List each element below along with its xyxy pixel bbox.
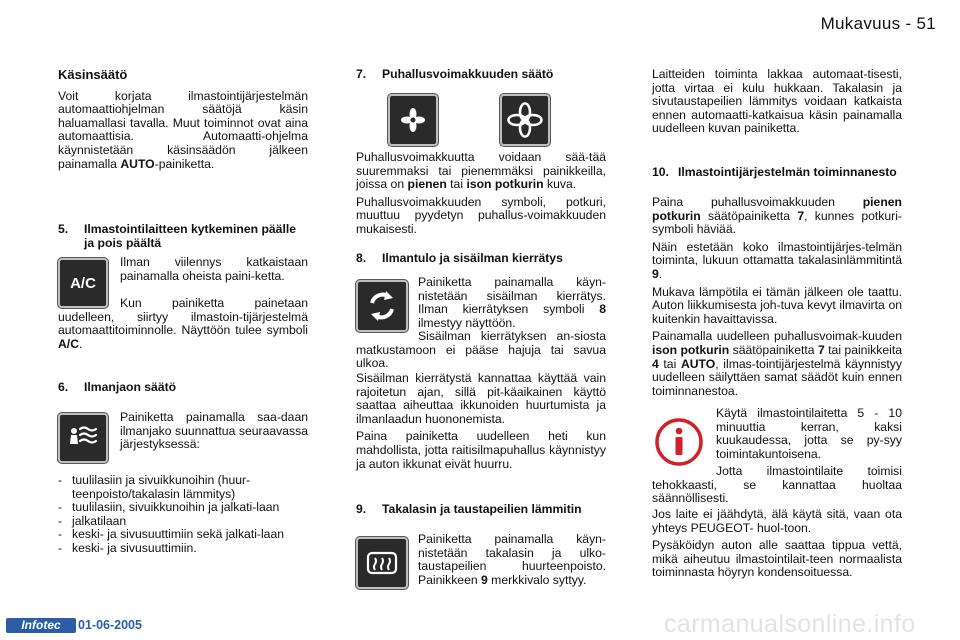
column-3-tail: Jos laite ei jäähdytä, älä käytä sitä, vaan ota yhteys PEUGEOT- huol-toon. Pysäköidyn auton alle saattaa tippua vettä, mikä aiheutuu ilmastointilait-teen normaalista toiminnasta höyryn kondensoituessa. — [652, 507, 902, 580]
recirculation-icon — [356, 280, 408, 332]
section-7 — [356, 68, 606, 82]
section-7-heading: 7. Puhallusvoimakkuuden säätö — [356, 67, 554, 81]
info-note: Käytä ilmastointilaitetta 5 - 10 minuuttia kerran, kaksi kuukaudessa, jotta se py-syy toimintakuntoisena. — [716, 406, 902, 461]
section-6 — [58, 381, 308, 395]
section-6-heading: 6. Ilmanjaon säätö — [58, 380, 177, 394]
list-item: - tuulilasiin, sivuikkunoihin ja jalkati-laan — [58, 500, 280, 515]
section-8-text: Painiketta painamalla käyn-nistetään sisäilman kierrätys. Ilman kierrätyksen symboli 8 ilmestyy näyttöön. — [418, 275, 606, 330]
column-1 — [58, 68, 308, 171]
section-8 — [356, 252, 606, 266]
list-item: - keski- ja sivusuuttimiin. — [58, 540, 197, 555]
section-title: Käsinsäätö — [58, 67, 128, 82]
page-header — [821, 14, 936, 34]
air-distribution-icon — [58, 413, 108, 463]
intro-paragraph: Voit korjata ilmastointijärjestelmän automaattiohjelman säätöjä käsin haluamallasi tavalla. Muut toiminnot ovat aina automaattisia. Automaatti-ohjelma käynnistetään käsinsäädön jälkeen painamalla AUTO-painiketta. — [58, 88, 308, 171]
section-9-heading: 9. Takalasin ja taustapeilien lämmitin — [356, 502, 582, 516]
distribution-list — [58, 474, 308, 556]
section-9 — [356, 503, 606, 517]
section-10-heading: 10. Ilmastointijärjestelmän toiminnanesto — [652, 165, 897, 179]
section-10 — [652, 166, 902, 180]
section-5-heading: 5. Ilmastointilaitteen kytkeminen päälle ja pois päältä — [58, 222, 296, 250]
info-note-2: Jotta ilmastointilaite toimisi tehokkaasti, se kannattaa huoltaa säännöllisesti. — [652, 464, 902, 506]
page-number: 51 — [916, 14, 936, 33]
section-5-p2: Kun painiketta painetaan uudelleen, siirtyy ilmastoin-tijärjestelmä automaattitoiminnolle. Näyttöön tulee symboli A/C. — [58, 296, 308, 351]
section-9-text: Painiketta painamalla käyn-nistetään takalasin ja ulko-taustapeilien huurteenpoisto. Painikkeen 9 merkkivalo syttyy. — [418, 532, 606, 587]
section-8-more: Sisäilman kierrätystä kannattaa käyttää vain rajoitetun ajan, sillä pit-käaikainen käyttö saattaa aiheuttaa ikkunoiden huurtumista ja ilmanlaadun huononemista. Paina painiketta uudelleen heti kun mahdollista, jotta raitisilmapuhallus käynnistyy ja auton ikkunat eivät huurru. — [356, 371, 606, 471]
list-item: - keski- ja sivusuuttimiin sekä jalkati-laan — [58, 527, 285, 542]
section-5-text: Ilman viilennys katkaistaan painamalla oheista paini-ketta. — [120, 255, 308, 283]
list-item: - tuulilasiin ja sivuikkunoihin (huur-teenpoisto/takalasin lämmitys) — [58, 473, 251, 501]
infotec-logo: Infotec — [6, 618, 76, 633]
section-7-text: Puhallusvoimakkuutta voidaan sää-tää suuremmaksi tai pienemmäksi painikkeilla, joissa on pienen tai ison potkurin kuva. Puhallusvoimakkuuden symboli, potkuri, muuttuu pyydetyn puhallus-voimakkuuden mukaisesti. — [356, 150, 606, 236]
section-8-p2: Sisäilman kierrätyksen an-siosta matkustamoon ei pääse hajuja tai savua ulkoa. — [356, 329, 606, 371]
list-item: - jalkatilaan — [58, 513, 127, 528]
large-fan-icon — [500, 94, 550, 146]
info-icon — [654, 417, 704, 467]
section-5 — [58, 223, 308, 250]
footer-date: 01-06-2005 — [78, 618, 142, 632]
chapter-title: Mukavuus - — [820, 14, 912, 33]
ac-label: A/C — [70, 274, 96, 292]
small-fan-icon — [388, 94, 438, 146]
rear-defrost-icon — [356, 537, 408, 589]
section-6-text: Painiketta painamalla saa-daan ilmanjako suunnattua seuraavassa järjestyksessä: — [120, 410, 308, 452]
column-3-intro: Laitteiden toiminta lakkaa automaat-tisesti, jotta virtaa ei kulu hukkaan. Takalasin ja sivutaustapeilien lämmitys voidaan katkaista ennen automaatti-katkaisua käsin painamalla uudelleen kuvan painiketta. — [652, 67, 902, 136]
watermark: carmanualsonline.info — [664, 610, 916, 638]
section-10-text: Paina puhallusvoimakkuuden pienen potkurin säätöpainiketta 7, kunnes potkuri-symboli häviää. Näin estetään koko ilmastointijärjes-telmän toiminta, lukuun ottamatta takalasinlämmitintä 9. Mukava lämpötila ei tämän jälkeen ole taattu. Auton liikkumisesta joh-tuva kevyt ilmavirta on kuitenkin havaittavissa. Painamalla uudelleen puhallusvoimak-kuuden ison potkurin säätöpainiketta 7 tai painikkeita 4 tai AUTO, ilmas-tointijärjestelmä käynnistyy uudelleen säilyttäen samat säädöt kuin ennen toiminnanestoa. — [652, 195, 903, 398]
section-8-heading: 8. Ilmantulo ja sisäilman kierrätys — [356, 251, 563, 265]
